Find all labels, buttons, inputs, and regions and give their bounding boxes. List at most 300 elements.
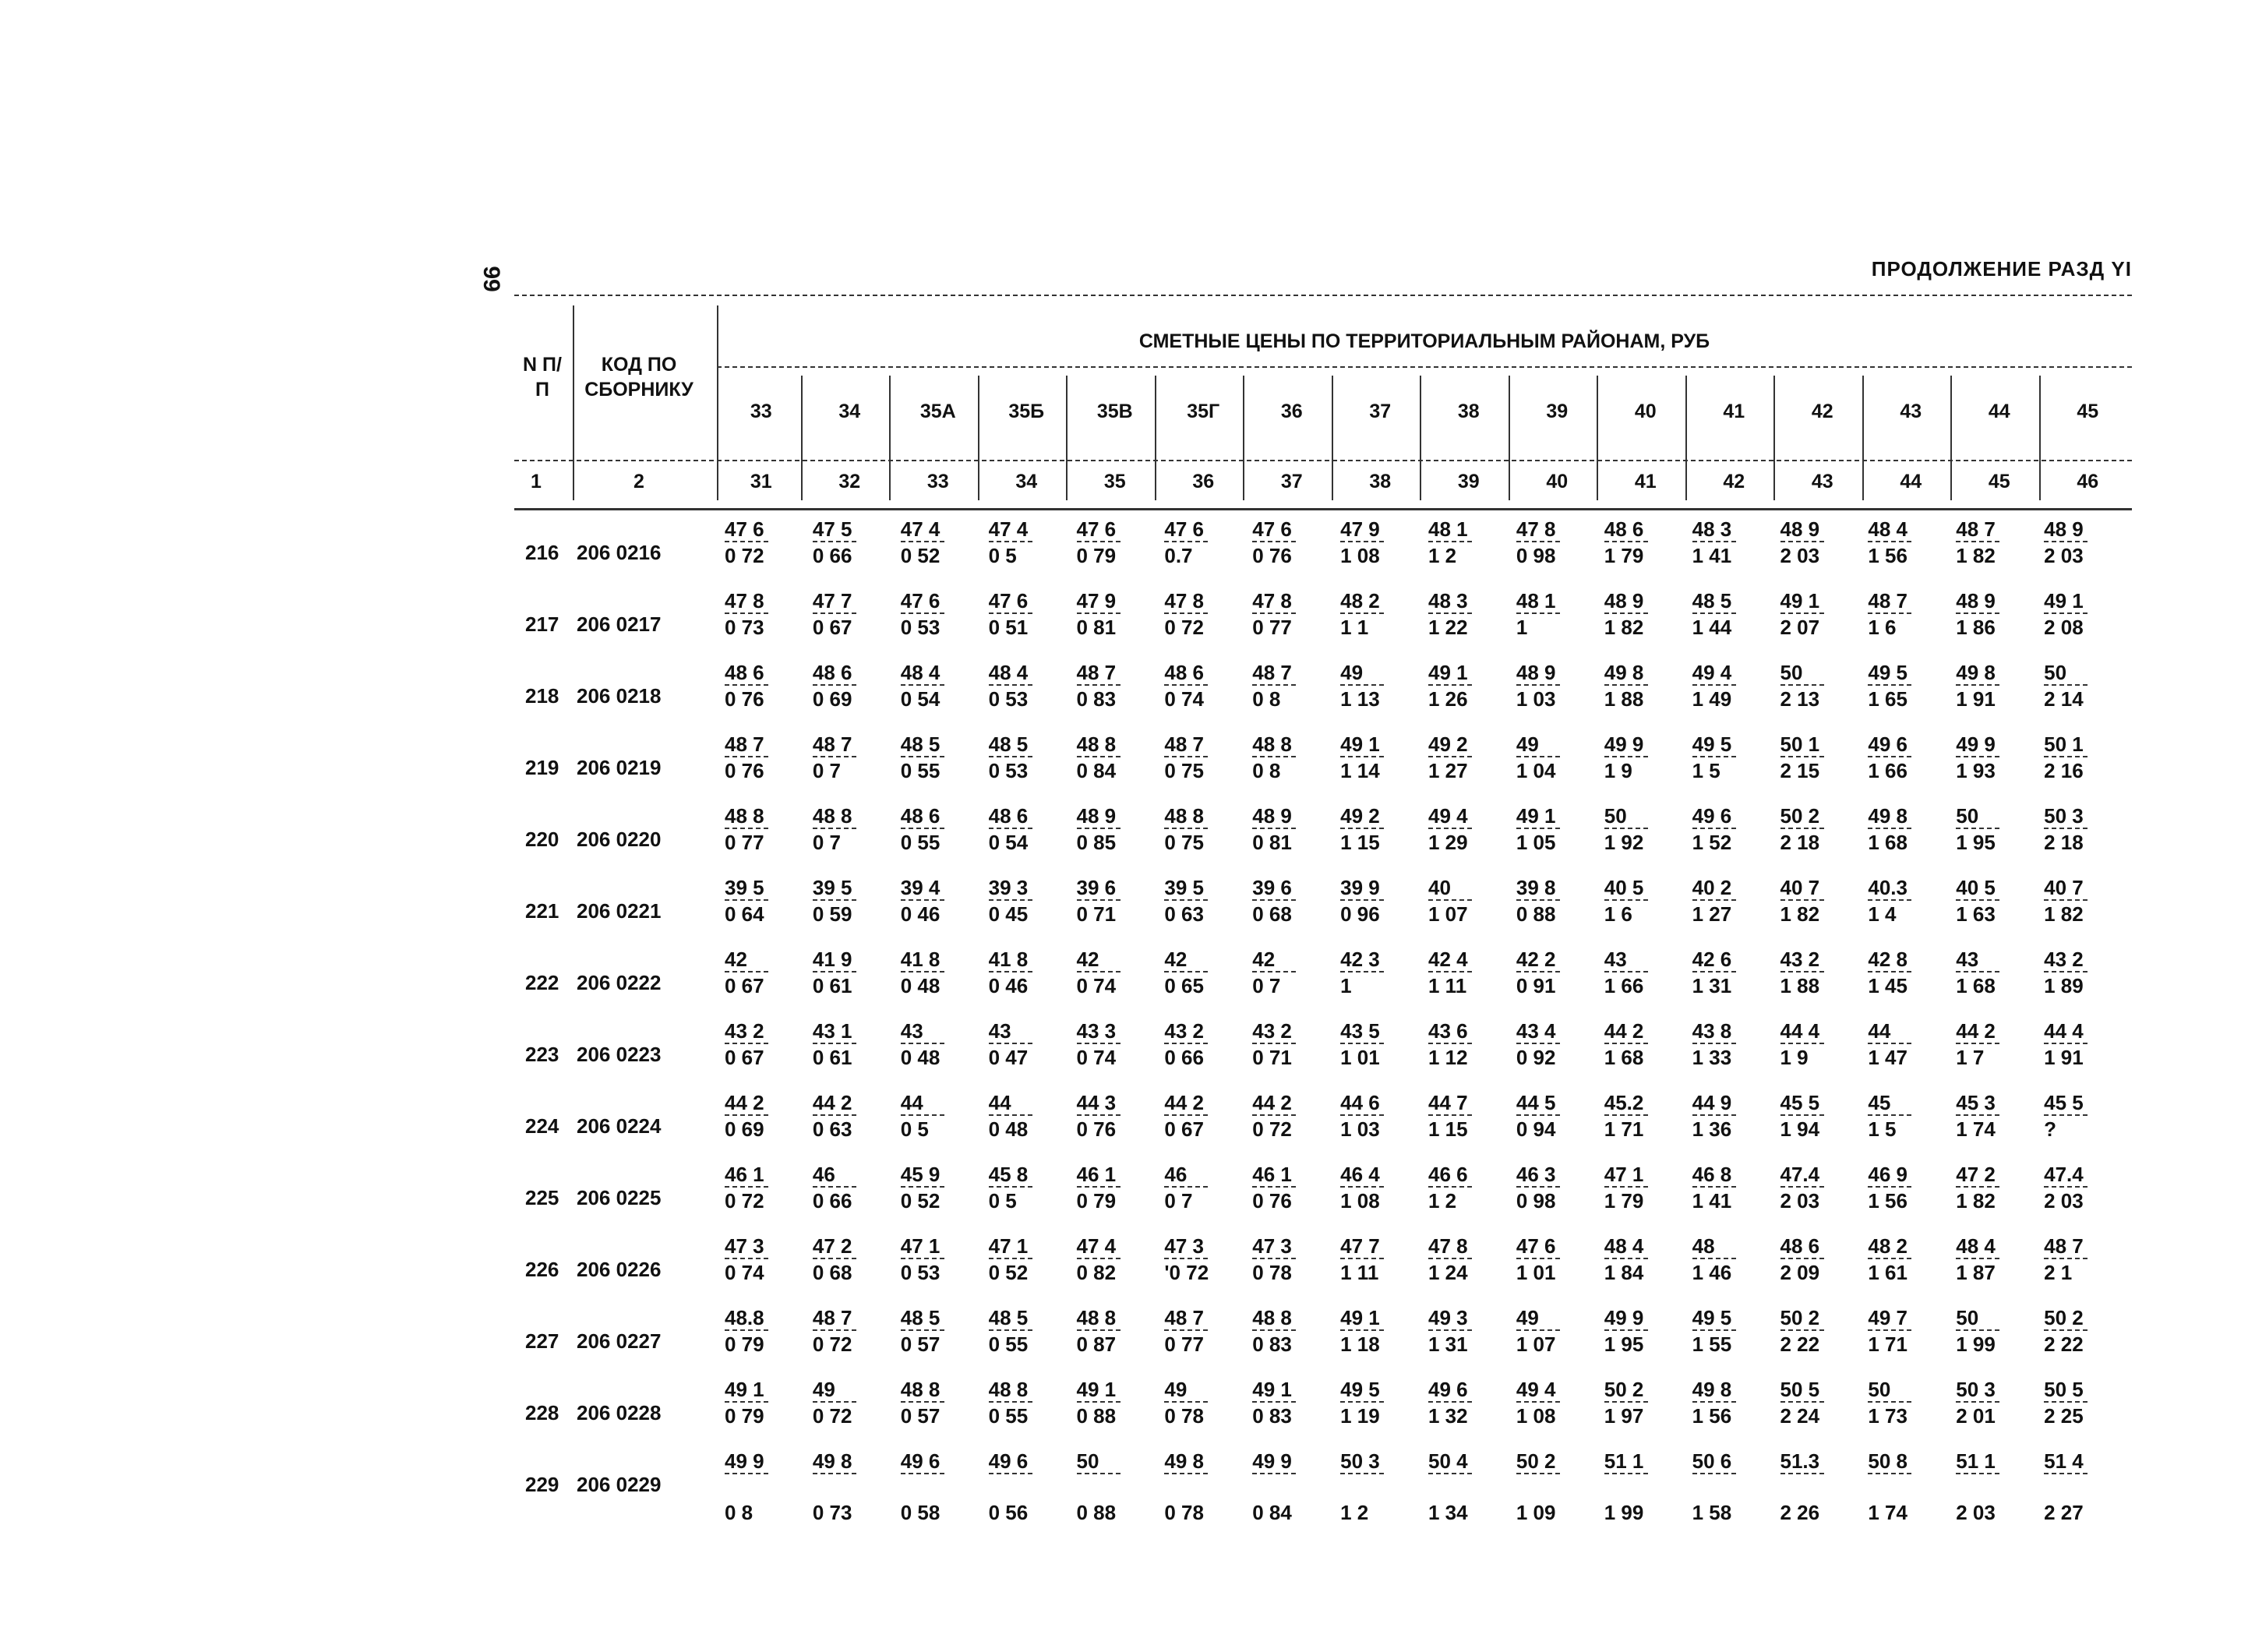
price-total: 47 6 [1164,517,1204,541]
price-cell [1604,1449,1692,1474]
row-values [725,1234,2132,1284]
row-code: 206 0222 [577,971,662,994]
price-part: 0 5 [988,544,1017,567]
price-total: 48 7 [812,732,852,756]
price-part: 0 52 [988,1261,1029,1284]
price-cell [1956,1449,2044,1474]
price-cell [989,1378,1077,1428]
fraction-bar [1956,612,1999,614]
fraction-bar [725,1401,768,1403]
header-column-divider [717,305,718,500]
region-column-header: 37 [1369,401,1392,422]
price-total: 49 6 [1692,804,1732,828]
row-number: 228 [525,1401,559,1424]
fraction-bar [813,828,856,829]
price-total: 50 2 [1604,1378,1644,1401]
price-cell [1428,732,1516,782]
price-cell [2044,661,2132,711]
price-total: 43 1 [812,1019,852,1043]
price-cell [1516,661,1604,711]
fraction-bar [1428,1043,1472,1044]
price-cell [1516,517,1604,567]
table-row [514,589,2132,661]
price-total: 40.3 [1868,876,1907,899]
price-total: 49 1 [725,1378,764,1401]
price-part: 0 98 [1516,1189,1556,1213]
price-part: 1 68 [1604,1046,1644,1069]
price-cell [1428,1449,1516,1474]
fraction-bar [1252,684,1296,686]
header-column-divider [1950,376,1952,500]
price-total: 47 4 [1076,1234,1117,1258]
fraction-bar [725,756,768,757]
price-total: 49 5 [1340,1378,1380,1401]
price-cell [1428,804,1516,854]
price-part: 0 65 [1164,974,1204,997]
fraction-bar [1252,1114,1296,1116]
price-part: 2 27 [2044,1501,2084,1524]
row-code: 206 0219 [577,756,662,779]
price-total: 43 5 [1340,1019,1380,1043]
fraction-bar [1428,541,1472,542]
row-number: 229 [525,1473,559,1496]
price-total: 48 6 [988,804,1029,828]
row-values [725,661,2132,711]
price-cell [725,1449,813,1474]
price-cell [1780,1019,1869,1069]
price-total: 46 [812,1163,835,1186]
price-part: 0 46 [988,974,1029,997]
price-part: 0 52 [900,1189,941,1213]
price-total: 48 6 [1164,661,1204,684]
price-cell [725,1378,813,1428]
price-part: 0 48 [900,974,941,997]
price-total: 43 [900,1019,923,1043]
price-part: 1 91 [1956,687,1996,711]
price-total: 39 6 [1076,876,1117,899]
region-column-header: 44 [1988,401,2010,422]
fraction-bar [1164,684,1208,686]
region-column-header: 35Б [1008,401,1045,422]
fraction-bar [1164,1258,1208,1259]
price-cell [1604,732,1692,782]
price-cell [901,661,989,711]
price-part: 0 66 [812,1189,852,1213]
price-cell [1956,804,2044,854]
row-code: 206 0220 [577,828,662,851]
price-cell [1164,517,1252,567]
price-total: 49 8 [1692,1378,1732,1401]
price-total: 48 6 [725,661,764,684]
fraction-bar [1956,899,1999,901]
price-part: 2 03 [1956,1501,1996,1524]
price-part: 1 15 [1340,831,1380,854]
fraction-bar [1252,1186,1296,1188]
fraction-bar [813,1043,856,1044]
price-total: 48 5 [900,1306,941,1329]
price-part: 1 03 [1516,687,1556,711]
table-row [514,1019,2132,1091]
price-total: 48 9 [1516,661,1556,684]
fraction-bar [725,1329,768,1331]
price-cell [1868,1163,1956,1213]
fraction-bar [2044,899,2087,901]
price-part: 1 68 [1868,831,1907,854]
fraction-bar [2044,612,2087,614]
fraction-bar [1604,1401,1648,1403]
price-cell [1956,1234,2044,1284]
table-row [514,1306,2132,1378]
price-total: 45 8 [988,1163,1029,1186]
region-column-header: 35В [1096,401,1133,422]
price-total: 48 7 [1956,517,1996,541]
price-cell [725,1234,813,1284]
fraction-bar [1780,971,1824,972]
price-total: 44 4 [2044,1019,2084,1043]
price-total: 47 8 [1428,1234,1468,1258]
price-total: 42 [1252,948,1276,971]
row-values [725,1449,2132,1474]
fraction-bar [901,1258,944,1259]
price-cell [1077,1234,1165,1284]
price-cell [1077,732,1165,782]
fraction-bar [1868,612,1911,614]
price-total: 44 [988,1091,1011,1114]
price-part: 0 56 [988,1501,1029,1524]
fraction-bar [1077,612,1120,614]
price-total: 47 6 [1076,517,1117,541]
row-number: 225 [525,1186,559,1209]
price-cell [989,1019,1077,1069]
fraction-bar [989,684,1032,686]
price-total: 48 3 [1428,589,1468,612]
price-cell [1428,948,1516,997]
price-part: 1 82 [2044,902,2084,926]
fraction-bar [1692,612,1736,614]
price-total: 46 [1164,1163,1188,1186]
price-cell [1956,1091,2044,1141]
price-cell [725,732,813,782]
price-cell [1077,876,1165,926]
price-part: 1 71 [1604,1117,1644,1141]
fraction-bar [1604,684,1648,686]
row-number: 222 [525,971,559,994]
fraction-bar [813,1401,856,1403]
price-total: 49 5 [1692,1306,1732,1329]
price-part: 1 41 [1692,1189,1732,1213]
fraction-bar [1516,684,1560,686]
price-total: 43 6 [1428,1019,1468,1043]
fraction-bar [1428,1186,1472,1188]
header-bottom-rule [514,508,2132,510]
fraction-bar [2044,684,2087,686]
fraction-bar [1077,684,1120,686]
price-total: 39 4 [900,876,941,899]
price-cell [1077,1091,1165,1141]
price-total: 48 7 [2044,1234,2084,1258]
fraction-bar [1604,1114,1648,1116]
price-total: 43 8 [1692,1019,1732,1043]
price-cell [725,517,813,567]
price-total: 49 [1164,1378,1188,1401]
price-cell [1692,1091,1780,1141]
price-cell [2044,1449,2132,1474]
price-cell [1604,1306,1692,1356]
price-part: 1 09 [1516,1501,1556,1524]
fraction-bar [901,1329,944,1331]
row-values [725,804,2132,854]
price-cell [1164,876,1252,926]
price-cell [1252,1019,1340,1069]
price-total: 44 7 [1428,1091,1468,1114]
price-total: 48 7 [812,1306,852,1329]
price-total: 40 5 [1956,876,1996,899]
fraction-bar [725,971,768,972]
price-total: 45.2 [1604,1091,1644,1114]
price-total: 44 3 [1076,1091,1117,1114]
price-cell [2044,804,2132,854]
price-cell [989,1234,1077,1284]
fraction-bar [901,1043,944,1044]
price-total: 48 8 [900,1378,941,1401]
price-cell [813,876,901,926]
row-number: 219 [525,756,559,779]
price-total: 48 6 [1604,517,1644,541]
price-cell [813,1091,901,1141]
price-cell [1516,1234,1604,1284]
fraction-bar [901,612,944,614]
price-cell [1780,1234,1869,1284]
row-code: 206 0224 [577,1114,662,1138]
table-row [514,1234,2132,1306]
price-part: 1 56 [1868,544,1907,567]
price-total: 47 7 [812,589,852,612]
price-cell [725,1019,813,1069]
price-cell [1516,1163,1604,1213]
price-part: 1 5 [1868,1117,1897,1141]
column-index: 32 [838,471,861,492]
price-total: 49 7 [1868,1306,1907,1329]
price-part: 0 45 [988,902,1029,926]
fraction-bar [1956,1114,1999,1116]
price-cell [1604,804,1692,854]
price-total: 51 1 [1956,1449,1996,1473]
price-part: 1 71 [1868,1333,1907,1356]
price-part: 1 84 [1604,1261,1644,1284]
price-total: 49 8 [812,1449,852,1473]
fraction-bar [1428,1329,1472,1331]
price-cell [1428,1091,1516,1141]
row-code: 206 0229 [577,1473,662,1496]
price-part: 1 04 [1516,759,1556,782]
price-part: 0 77 [1164,1333,1204,1356]
price-total: 51 1 [1604,1449,1644,1473]
prices-sub-rule [717,366,2132,368]
fraction-bar [1692,1401,1736,1403]
price-total: 47 6 [1252,517,1292,541]
fraction-bar [1077,828,1120,829]
continuation-label: ПРОДОЛЖЕНИЕ РАЗД YI [1871,257,2132,281]
price-total: 49 9 [1604,732,1644,756]
price-cell [813,661,901,711]
price-part: 0 74 [1076,1046,1117,1069]
price-total: 44 [900,1091,923,1114]
fraction-bar [1164,1329,1208,1331]
column-index: 41 [1634,471,1657,492]
price-part: 0 67 [725,1046,764,1069]
region-column-header: 45 [2077,401,2099,422]
fraction-bar [1340,971,1384,972]
price-total: 42 4 [1428,948,1468,971]
price-total: 50 3 [2044,804,2084,828]
price-part: 0 46 [900,902,941,926]
price-part: 0 55 [988,1404,1029,1428]
price-cell [1956,661,2044,711]
price-total: 44 2 [725,1091,764,1114]
price-cell [1340,732,1428,782]
fraction-bar [1868,1043,1911,1044]
price-part: 0 76 [1076,1117,1117,1141]
price-part: 0 69 [725,1117,764,1141]
price-part: 0 72 [725,1189,764,1213]
price-total: 51.3 [1780,1449,1820,1473]
fraction-bar [1164,971,1208,972]
page-number: 99 [478,266,504,292]
price-cell [901,1163,989,1213]
price-total: 44 2 [1164,1091,1204,1114]
price-total: 47 6 [988,589,1029,612]
price-total: 46 6 [1428,1163,1468,1186]
fraction-bar [1868,756,1911,757]
price-part: 0 61 [812,974,852,997]
price-total: 49 8 [1604,661,1644,684]
price-total: 48 2 [1340,589,1380,612]
price-cell [901,517,989,567]
fraction-bar [1956,1329,1999,1331]
price-part: 1 19 [1340,1404,1380,1428]
price-cell [1340,1449,1428,1474]
price-cell [901,804,989,854]
fraction-bar [1340,1186,1384,1188]
price-cell [1692,589,1780,639]
price-cell [989,948,1077,997]
fraction-bar [1164,1186,1208,1188]
price-cell [1516,1019,1604,1069]
column-index: 38 [1369,471,1392,492]
price-total: 50 [1780,661,1803,684]
fraction-bar [1516,1329,1560,1331]
fraction-bar [1428,1114,1472,1116]
row-values [725,948,2132,997]
price-total: 47 8 [1252,589,1292,612]
price-total: 44 2 [1604,1019,1644,1043]
fraction-bar [2044,971,2087,972]
price-cell [1868,1378,1956,1428]
fraction-bar [2044,756,2087,757]
price-part: 1 27 [1692,902,1732,926]
price-cell [1516,589,1604,639]
price-part: 0 74 [725,1261,764,1284]
price-part: 1 82 [1604,616,1644,639]
price-cell [989,1449,1077,1474]
fraction-bar [1692,971,1736,972]
price-cell [725,1091,813,1141]
fraction-bar [1252,1258,1296,1259]
price-total: 48 9 [2044,517,2084,541]
price-cell [1692,1234,1780,1284]
price-cell [1252,661,1340,711]
price-total: 49 9 [1604,1306,1644,1329]
price-cell [1692,1378,1780,1428]
fraction-bar [2044,1258,2087,1259]
column-index: 31 [750,471,772,492]
price-cell [813,1163,901,1213]
price-part: 2 18 [2044,831,2084,854]
price-part: 1 08 [1340,544,1380,567]
price-cell [813,1019,901,1069]
fraction-bar [1252,1473,1296,1474]
fraction-bar [725,1043,768,1044]
price-cell [989,517,1077,567]
price-part: 0 82 [1076,1261,1117,1284]
price-total: 44 4 [1780,1019,1820,1043]
price-part: 0 87 [1076,1333,1117,1356]
row-values [725,1163,2132,1213]
price-cell [1252,517,1340,567]
price-total: 41 8 [988,948,1029,971]
fraction-bar [1780,1114,1824,1116]
price-part: 1 65 [1868,687,1907,711]
fraction-bar [1252,971,1296,972]
price-part: 1 47 [1868,1046,1907,1069]
price-part: 0 83 [1076,687,1117,711]
price-part: 1 79 [1604,544,1644,567]
price-cell [989,804,1077,854]
price-part: 0 47 [988,1046,1029,1069]
price-cell [1252,589,1340,639]
price-part: 1 82 [1956,1189,1996,1213]
price-part: 0 78 [1252,1261,1292,1284]
price-cell [1077,1306,1165,1356]
fraction-bar [1956,971,1999,972]
price-cell [1077,661,1165,711]
fraction-bar [1956,756,1999,757]
fraction-bar [1604,1329,1648,1331]
top-rule [514,295,2132,296]
price-part: 0 73 [812,1501,852,1524]
price-cell [1956,732,2044,782]
fraction-bar [1604,1258,1648,1259]
price-total: 49 1 [1516,804,1556,828]
price-part: 1 52 [1692,831,1732,854]
fraction-bar [1252,828,1296,829]
price-cell [1252,732,1340,782]
price-part: 0 54 [900,687,941,711]
price-part: 2 26 [1780,1501,1820,1524]
price-total: 46 9 [1868,1163,1907,1186]
fraction-bar [1604,1186,1648,1188]
price-total: 50 4 [1428,1449,1468,1473]
price-part: 1 68 [1956,974,1996,997]
price-total: 39 9 [1340,876,1380,899]
price-total: 47.4 [1780,1163,1820,1186]
price-total: 48 5 [1692,589,1732,612]
fraction-bar [1780,1473,1824,1474]
table-row [514,1163,2132,1234]
price-part: 1 13 [1340,687,1380,711]
price-cell [1516,1449,1604,1474]
price-total: 48 8 [1252,732,1292,756]
